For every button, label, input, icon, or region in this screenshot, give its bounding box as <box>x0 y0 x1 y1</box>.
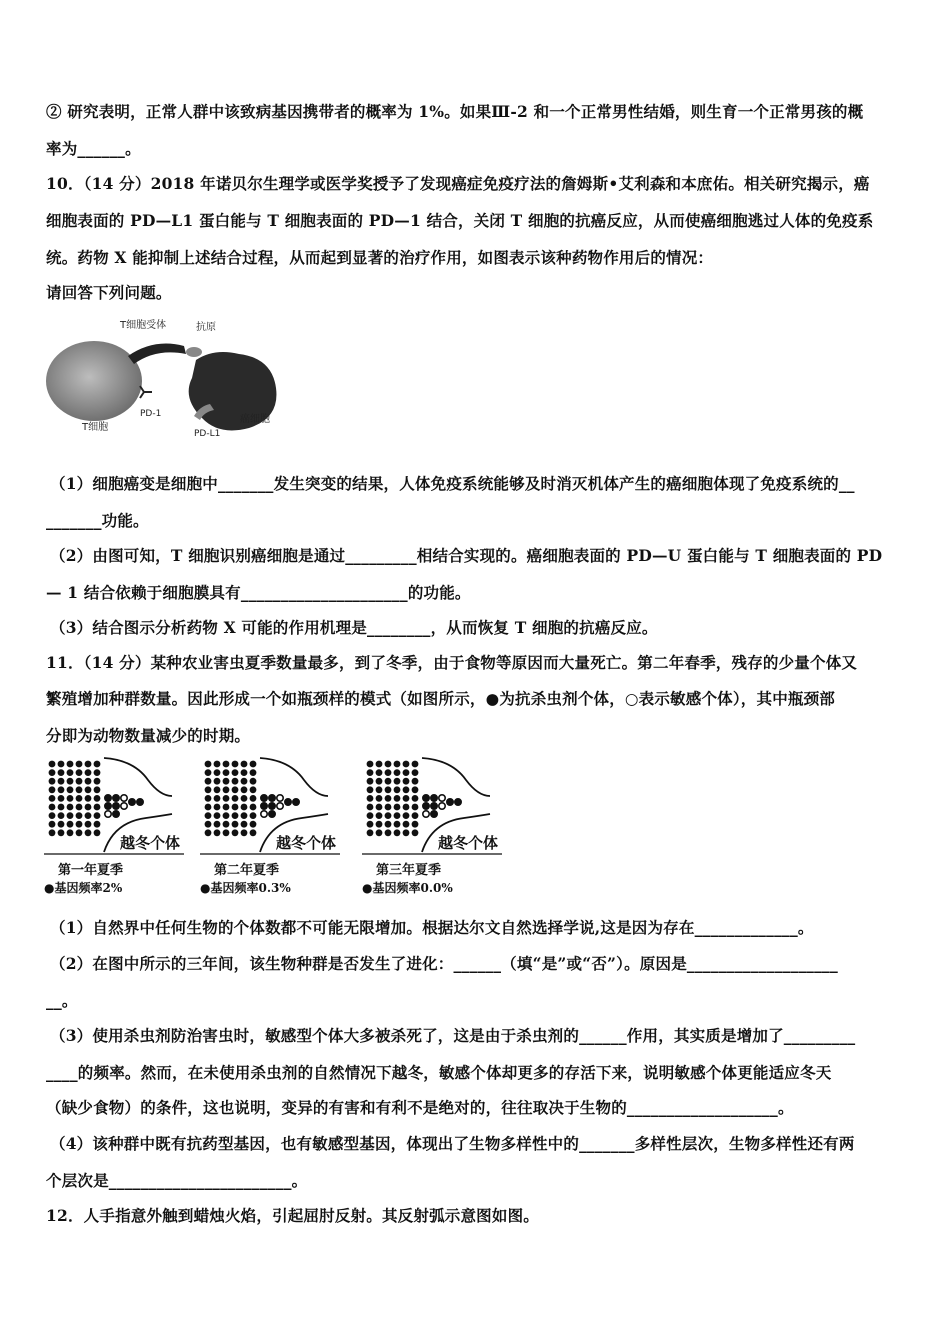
overwinter-label: 越冬个体 <box>120 834 181 852</box>
resistant-dot <box>403 821 410 828</box>
text-line: （3）使用杀虫剂防治害虫时，敏感型个体大多被杀死了，这是由于杀虫剂的______作用，其实质是增加了_________ <box>50 1026 856 1045</box>
resistant-dot <box>67 786 74 793</box>
question-11-header: 11．（14 分）某种农业害虫夏季数量最多，到了冬季，由于食物等原因而大量死亡。第二年春季，残存的少量个体又 <box>46 653 858 672</box>
resistant-dot <box>76 829 83 836</box>
resistant-dot <box>376 769 383 776</box>
resistant-dot <box>129 799 135 805</box>
season-label: 第二年夏季 <box>214 863 280 878</box>
resistant-dot <box>49 769 56 776</box>
resistant-dot <box>385 778 392 785</box>
resistant-dot <box>394 795 401 802</box>
resistant-dot <box>223 829 230 836</box>
resistant-dot <box>49 778 56 785</box>
resistant-dot <box>250 786 257 793</box>
resistant-dot <box>76 795 83 802</box>
resistant-dot <box>394 804 401 811</box>
resistant-dot <box>250 821 257 828</box>
bottleneck-figure <box>44 756 524 898</box>
resistant-dot <box>403 786 410 793</box>
resistant-dot <box>376 761 383 768</box>
text-line: — 1 结合依赖于细胞膜具有_____________________的功能。 <box>46 583 471 602</box>
resistant-dot <box>431 811 437 817</box>
resistant-dot <box>385 804 392 811</box>
resistant-dot <box>214 778 221 785</box>
resistant-dot <box>205 812 212 819</box>
text-line: _______功能。 <box>46 511 149 530</box>
resistant-dot <box>223 812 230 819</box>
resistant-dot <box>376 829 383 836</box>
resistant-dot <box>412 761 419 768</box>
resistant-dot <box>241 769 248 776</box>
resistant-dot <box>214 786 221 793</box>
resistant-dot <box>76 761 83 768</box>
resistant-dot <box>76 786 83 793</box>
text-line: 个层次是_______________________。 <box>46 1171 308 1190</box>
resistant-dot <box>241 804 248 811</box>
resistant-dot <box>376 821 383 828</box>
resistant-dot <box>250 812 257 819</box>
resistant-dot <box>85 812 92 819</box>
resistant-dot <box>250 778 257 785</box>
text-line: ② 研究表明，正常人群中该致病基因携带者的概率为 1%。如果Ⅲ-2 和一个正常男性结婚，则生育一个正常男孩的概 <box>46 102 864 121</box>
resistant-dot <box>232 804 239 811</box>
resistant-dot <box>241 778 248 785</box>
t-cell-label: T细胞 <box>82 422 109 433</box>
overwinter-label: 越冬个体 <box>438 834 499 852</box>
resistant-dot <box>385 829 392 836</box>
resistant-dot <box>394 769 401 776</box>
text-line: ____的频率。然而，在未使用杀虫剂的自然情况下越冬，敏感个体却更多的存活下来，说明敏感个体更能适应冬天 <box>46 1063 832 1082</box>
resistant-dot <box>367 769 374 776</box>
resistant-dot <box>58 812 65 819</box>
resistant-dot <box>67 795 74 802</box>
resistant-dot <box>67 829 74 836</box>
cancer-cell-label: 癌细胞 <box>240 414 270 425</box>
resistant-dot <box>376 804 383 811</box>
resistant-dot <box>232 812 239 819</box>
resistant-dot <box>105 803 111 809</box>
resistant-dot <box>76 769 83 776</box>
resistant-dot <box>85 786 92 793</box>
resistant-dot <box>223 795 230 802</box>
resistant-dot <box>241 829 248 836</box>
resistant-dot <box>241 812 248 819</box>
question-12-header: 12．人手指意外触到蜡烛火焰，引起屈肘反射。其反射弧示意图如图。 <box>46 1206 539 1225</box>
resistant-dot <box>49 761 56 768</box>
resistant-dot <box>403 804 410 811</box>
resistant-dot <box>58 795 65 802</box>
resistant-dot <box>394 786 401 793</box>
resistant-dot <box>250 769 257 776</box>
resistant-dot <box>394 778 401 785</box>
resistant-dot <box>241 821 248 828</box>
resistant-dot <box>85 829 92 836</box>
resistant-dot <box>232 778 239 785</box>
gene-frequency-label: ●基因频率2% <box>44 881 123 895</box>
resistant-dot <box>214 829 221 836</box>
resistant-dot <box>137 799 143 805</box>
resistant-dot <box>49 795 56 802</box>
resistant-dot <box>367 829 374 836</box>
resistant-dot <box>58 821 65 828</box>
text-line: （缺少食物）的条件，这也说明，变异的有害和有利不是绝对的，往往取决于生物的___________________。 <box>46 1098 794 1117</box>
bottleneck-curve <box>422 758 490 796</box>
resistant-dot <box>423 803 429 809</box>
resistant-dot <box>232 821 239 828</box>
resistant-dot <box>412 795 419 802</box>
resistant-dot <box>232 829 239 836</box>
text-line: 繁殖增加种群数量。因此形成一个如瓶颈样的模式（如图所示，●为抗杀虫剂个体，○表示敏感个体），其中瓶颈部 <box>46 689 836 708</box>
resistant-dot <box>367 821 374 828</box>
resistant-dot <box>261 803 267 809</box>
resistant-dot <box>385 812 392 819</box>
text-line: 分即为动物数量减少的时期。 <box>46 726 251 745</box>
resistant-dot <box>447 799 453 805</box>
text-line: __。 <box>46 991 78 1010</box>
text-line: （1）自然界中任何生物的个体数都不可能无限增加。根据达尔文自然选择学说,这是因为存在_____________。 <box>50 918 814 937</box>
t-receptor-shape <box>128 344 186 364</box>
resistant-dot <box>67 778 74 785</box>
sensitive-dot <box>277 795 283 801</box>
text-line: （3）结合图示分析药物 X 可能的作用机理是________，从而恢复 T 细胞的抗癌反应。 <box>50 618 658 637</box>
resistant-dot <box>205 769 212 776</box>
resistant-dot <box>385 761 392 768</box>
resistant-dot <box>367 761 374 768</box>
text-line: 细胞表面的 PD—L1 蛋白能与 T 细胞表面的 PD—1 结合，关闭 T 细胞的抗癌反应，从而使癌细胞逃过人体的免疫系 <box>46 211 874 230</box>
resistant-dot <box>403 812 410 819</box>
resistant-dot <box>205 778 212 785</box>
resistant-dot <box>376 778 383 785</box>
resistant-dot <box>455 799 461 805</box>
resistant-dot <box>223 761 230 768</box>
sensitive-dot <box>121 795 127 801</box>
resistant-dot <box>412 812 419 819</box>
resistant-dot <box>94 821 101 828</box>
text-line: （2）在图中所示的三年间，该生物种群是否发生了进化：______（填“是”或“否”）。原因是___________________ <box>50 954 838 973</box>
pd1-shape <box>140 386 152 398</box>
resistant-dot <box>403 778 410 785</box>
resistant-dot <box>367 812 374 819</box>
resistant-dot <box>241 786 248 793</box>
bottleneck-curve <box>104 758 172 796</box>
sensitive-dot <box>277 803 283 809</box>
resistant-dot <box>58 829 65 836</box>
resistant-dot <box>412 829 419 836</box>
resistant-dot <box>113 803 119 809</box>
resistant-dot <box>412 821 419 828</box>
resistant-dot <box>385 821 392 828</box>
resistant-dot <box>269 803 275 809</box>
sensitive-dot <box>261 811 267 817</box>
resistant-dot <box>214 795 221 802</box>
resistant-dot <box>214 821 221 828</box>
resistant-dot <box>394 821 401 828</box>
resistant-dot <box>205 821 212 828</box>
resistant-dot <box>113 811 119 817</box>
resistant-dot <box>223 769 230 776</box>
resistant-dot <box>76 812 83 819</box>
resistant-dot <box>67 812 74 819</box>
antigen-label: 抗原 <box>196 322 216 333</box>
resistant-dot <box>250 804 257 811</box>
bottleneck-curve <box>260 758 328 796</box>
resistant-dot <box>394 761 401 768</box>
resistant-dot <box>94 769 101 776</box>
resistant-dot <box>232 761 239 768</box>
resistant-dot <box>223 804 230 811</box>
resistant-dot <box>412 778 419 785</box>
resistant-dot <box>85 821 92 828</box>
resistant-dot <box>205 786 212 793</box>
gene-frequency-label: ●基因频率0.0% <box>362 881 453 895</box>
resistant-dot <box>58 769 65 776</box>
resistant-dot <box>241 795 248 802</box>
text-line: （2）由图可知，T 细胞识别癌细胞是通过_________相结合实现的。癌细胞表面的 PD—U 蛋白能与 T 细胞表面的 PD <box>50 546 883 565</box>
resistant-dot <box>431 803 437 809</box>
resistant-dot <box>214 804 221 811</box>
resistant-dot <box>403 761 410 768</box>
resistant-dot <box>293 799 299 805</box>
resistant-dot <box>269 811 275 817</box>
sensitive-dot <box>105 811 111 817</box>
resistant-dot <box>49 829 56 836</box>
resistant-dot <box>250 795 257 802</box>
bottleneck-panel <box>44 758 184 895</box>
resistant-dot <box>261 795 267 801</box>
sensitive-dot <box>439 803 445 809</box>
resistant-dot <box>49 804 56 811</box>
resistant-dot <box>285 799 291 805</box>
text-line: 统。药物 X 能抑制上述结合过程，从而起到显著的治疗作用，如图表示该种药物作用后的情况： <box>46 248 714 267</box>
t-receptor-label: T细胞受体 <box>120 320 167 331</box>
sensitive-dot <box>423 811 429 817</box>
resistant-dot <box>94 804 101 811</box>
bottleneck-panel <box>200 758 340 895</box>
resistant-dot <box>403 795 410 802</box>
resistant-dot <box>58 778 65 785</box>
resistant-dot <box>394 812 401 819</box>
resistant-dot <box>94 812 101 819</box>
bottleneck-panel <box>362 758 502 895</box>
gene-frequency-label: ●基因频率0.3% <box>200 881 291 895</box>
resistant-dot <box>367 804 374 811</box>
resistant-dot <box>250 829 257 836</box>
resistant-dot <box>412 769 419 776</box>
resistant-dot <box>376 786 383 793</box>
resistant-dot <box>94 778 101 785</box>
resistant-dot <box>205 761 212 768</box>
antigen-shape <box>186 347 202 357</box>
resistant-dot <box>223 786 230 793</box>
resistant-dot <box>232 795 239 802</box>
season-label: 第三年夏季 <box>376 863 442 878</box>
resistant-dot <box>113 795 119 801</box>
resistant-dot <box>431 795 437 801</box>
resistant-dot <box>367 778 374 785</box>
resistant-dot <box>58 761 65 768</box>
resistant-dot <box>385 786 392 793</box>
resistant-dot <box>367 786 374 793</box>
resistant-dot <box>376 812 383 819</box>
sensitive-dot <box>121 803 127 809</box>
resistant-dot <box>94 795 101 802</box>
immune-figure <box>44 318 284 446</box>
resistant-dot <box>205 795 212 802</box>
resistant-dot <box>76 778 83 785</box>
resistant-dot <box>94 761 101 768</box>
resistant-dot <box>49 821 56 828</box>
resistant-dot <box>67 761 74 768</box>
resistant-dot <box>49 812 56 819</box>
text-line: （1）细胞癌变是细胞中_______发生突变的结果，人体免疫系统能够及时消灭机体产生的癌细胞体现了免疫系统的__ <box>50 474 855 493</box>
resistant-dot <box>214 812 221 819</box>
text-line: 率为______。 <box>46 139 141 158</box>
resistant-dot <box>67 821 74 828</box>
resistant-dot <box>223 778 230 785</box>
resistant-dot <box>412 786 419 793</box>
resistant-dot <box>76 804 83 811</box>
resistant-dot <box>376 795 383 802</box>
resistant-dot <box>205 804 212 811</box>
resistant-dot <box>412 804 419 811</box>
resistant-dot <box>67 804 74 811</box>
resistant-dot <box>76 821 83 828</box>
resistant-dot <box>250 761 257 768</box>
resistant-dot <box>394 829 401 836</box>
pdl1-label: PD-L1 <box>194 429 221 439</box>
resistant-dot <box>85 761 92 768</box>
resistant-dot <box>385 795 392 802</box>
season-label: 第一年夏季 <box>58 863 124 878</box>
resistant-dot <box>58 786 65 793</box>
resistant-dot <box>49 786 56 793</box>
resistant-dot <box>367 795 374 802</box>
resistant-dot <box>423 795 429 801</box>
resistant-dot <box>214 769 221 776</box>
resistant-dot <box>403 829 410 836</box>
resistant-dot <box>385 769 392 776</box>
resistant-dot <box>94 786 101 793</box>
overwinter-label: 越冬个体 <box>276 834 337 852</box>
resistant-dot <box>85 778 92 785</box>
resistant-dot <box>223 821 230 828</box>
text-line: 请回答下列问题。 <box>46 283 172 302</box>
resistant-dot <box>214 761 221 768</box>
resistant-dot <box>232 786 239 793</box>
resistant-dot <box>205 829 212 836</box>
resistant-dot <box>85 795 92 802</box>
t-cell-shape <box>46 341 142 421</box>
resistant-dot <box>94 829 101 836</box>
resistant-dot <box>58 804 65 811</box>
resistant-dot <box>85 804 92 811</box>
text-line: （4）该种群中既有抗药型基因，也有敏感型基因，体现出了生物多样性中的_______多样性层次，生物多样性还有两 <box>50 1134 855 1153</box>
resistant-dot <box>85 769 92 776</box>
resistant-dot <box>105 795 111 801</box>
resistant-dot <box>403 769 410 776</box>
resistant-dot <box>241 761 248 768</box>
sensitive-dot <box>439 795 445 801</box>
question-10-header: 10．（14 分）2018 年诺贝尔生理学或医学奖授予了发现癌症免疫疗法的詹姆斯•艾利森和本庶佑。相关研究揭示，癌 <box>46 174 870 193</box>
pd1-label: PD-1 <box>140 409 162 419</box>
resistant-dot <box>269 795 275 801</box>
resistant-dot <box>67 769 74 776</box>
resistant-dot <box>232 769 239 776</box>
